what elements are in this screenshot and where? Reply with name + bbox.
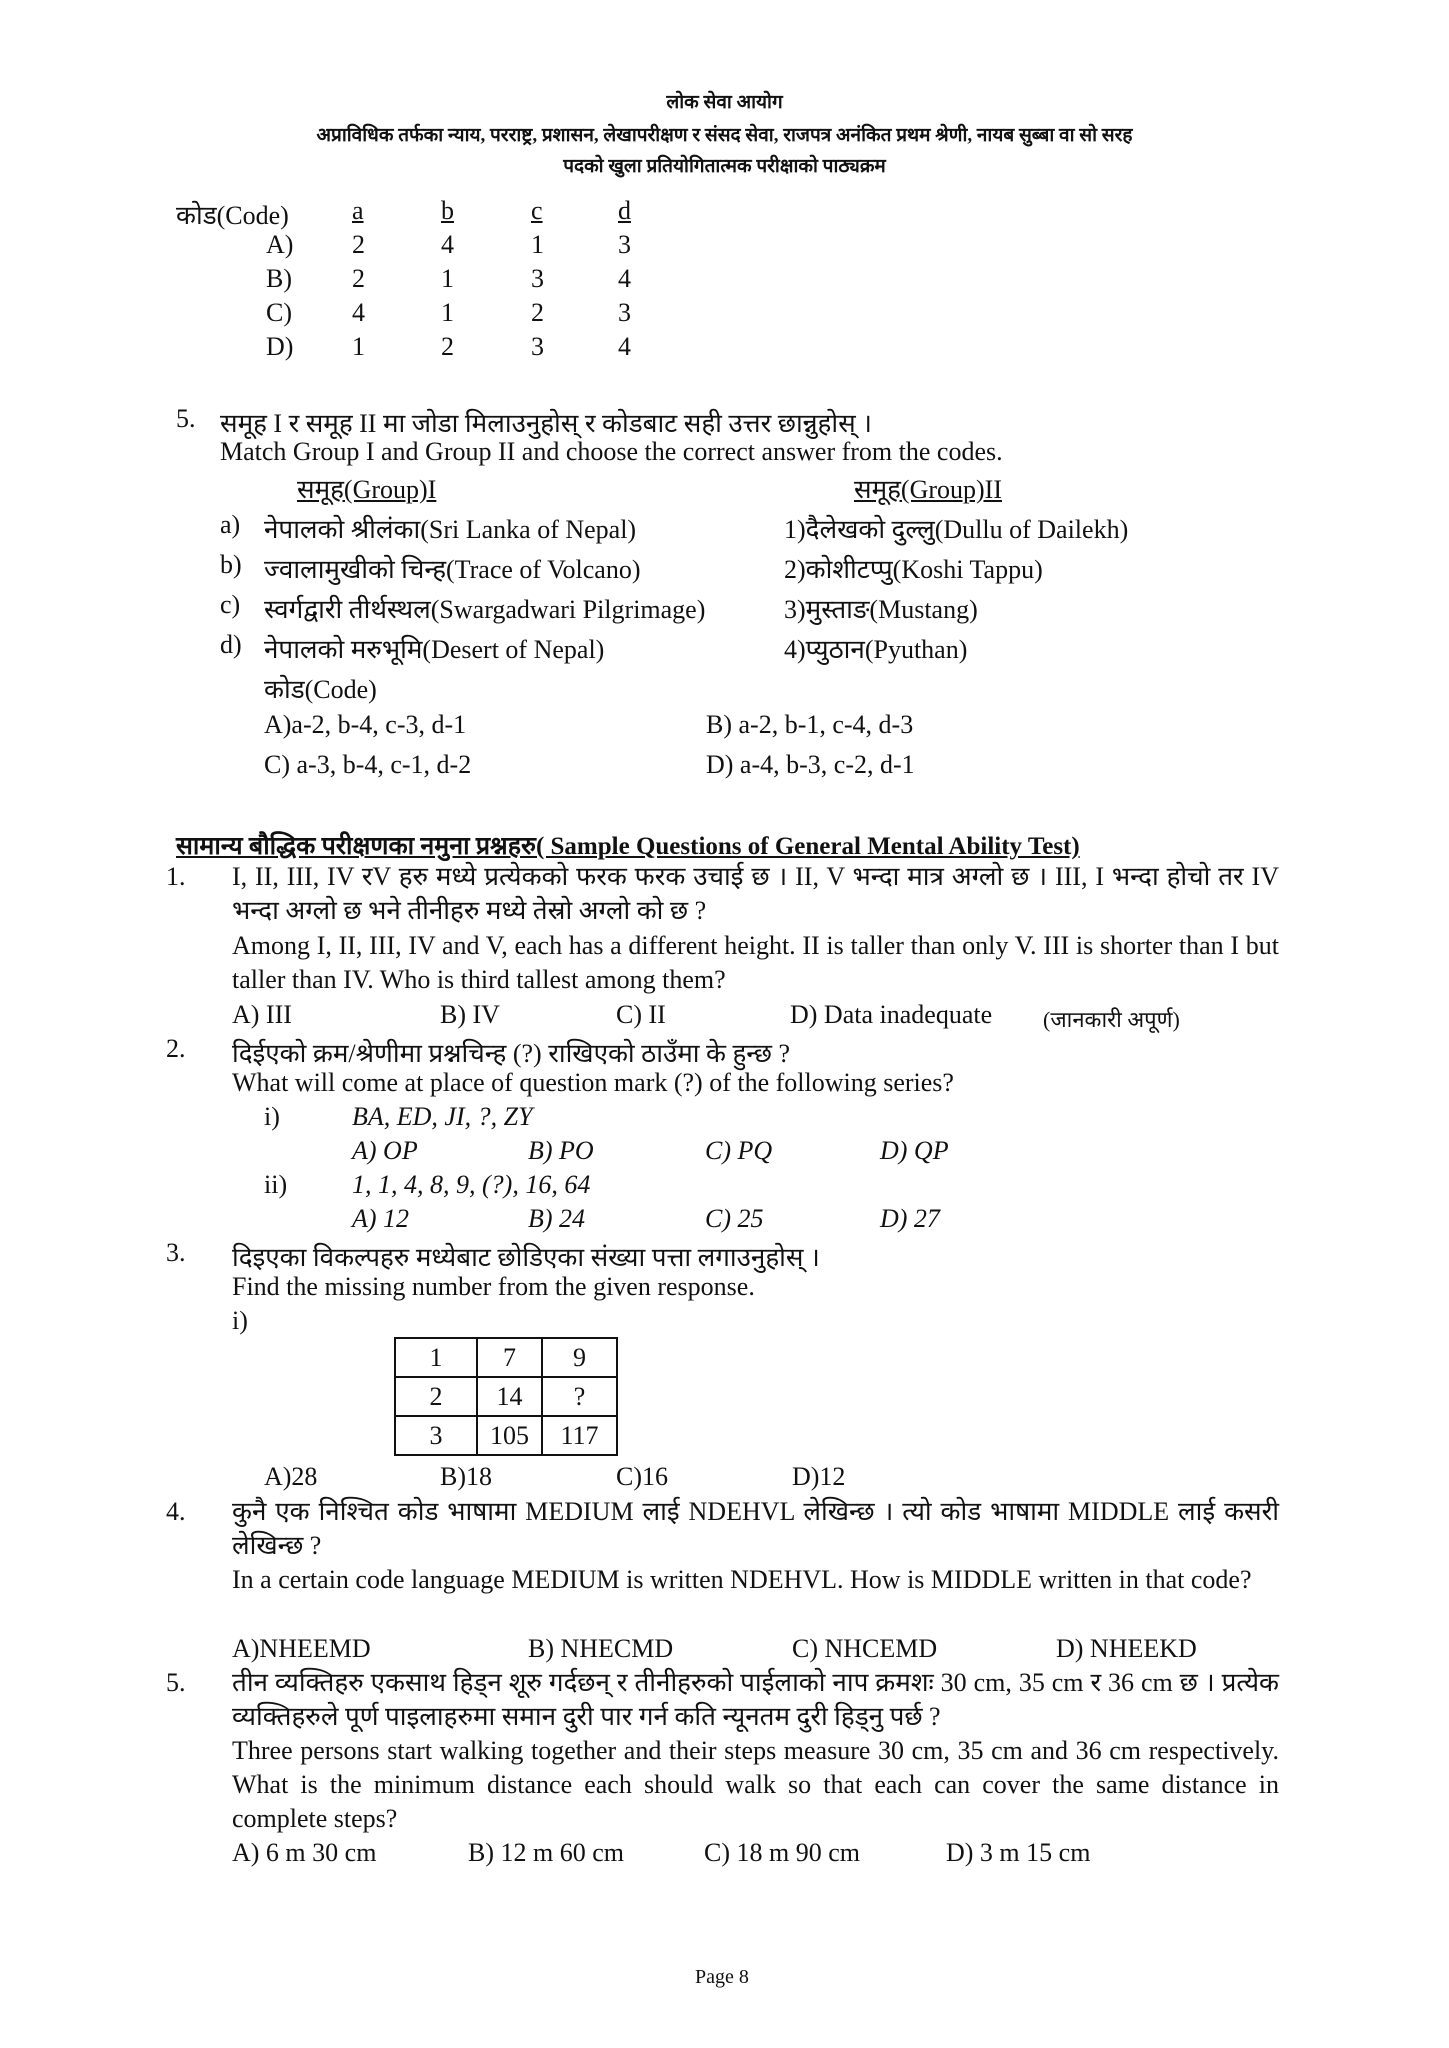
grid-cell: 14 [477,1377,542,1416]
answer-option: A) 6 m 30 cm [232,1838,377,1867]
answer-option: C) II [616,1000,666,1029]
answer-option: D) 27 [880,1204,940,1233]
answer-option: D) 3 m 15 cm [946,1838,1091,1867]
code-col: d [618,196,631,225]
grid-cell: ? [542,1377,617,1416]
answer-option: A) III [232,1000,292,1029]
sub-question-label: ii) [264,1170,288,1199]
answer-option: D) Data inadequate [790,1000,993,1029]
match-right-item: 1)दैलेखको दुल्लु(Dullu of Dailekh) [784,515,1129,544]
grid-cell: 1 [395,1338,477,1377]
code-label: कोड(Code) [176,201,289,230]
question-text-nepali: तीन व्यक्तिहरु एकसाथ हिड्न शूरु गर्दछन् र तीनीहरुको पाईलाको नाप क्रमशः 30 cm, 35 cm र 36 cm छ । प्रत्येक व्यक्तिहरुले पूर्ण पाइलाहरुमा समान दुरी पार गर्न कति न्यूनतम दुरी हिड्नु पर्छ ? [232,1668,1279,1731]
answer-option: B) 12 m 60 cm [468,1838,624,1867]
match-left-item: नेपालको मरुभूमि(Desert of Nepal) [264,635,605,664]
answer-option: B) a-2, b-1, c-4, d-3 [706,710,914,739]
answer-option: A)a-2, b-4, c-3, d-1 [264,710,467,739]
code-cell: 3 [618,298,631,327]
page-number: Page 8 [695,1966,749,1988]
grid-cell: 3 [395,1416,477,1455]
code-cell: 2 [352,264,365,293]
answer-option: D)12 [792,1462,846,1491]
answer-option: A)28 [264,1462,318,1491]
code-cell: 1 [441,264,454,293]
question-number: 3. [166,1238,186,1267]
code-cell: 3 [618,230,631,259]
code-cell: 3 [531,332,544,361]
answer-option: B) IV [440,1000,500,1029]
sub-question-label: i) [232,1306,248,1335]
grid-cell: 9 [542,1338,617,1377]
match-left-item: ज्वालामुखीको चिन्ह(Trace of Volcano) [264,555,641,584]
match-left-item: नेपालको श्रीलंका(Sri Lanka of Nepal) [264,515,637,544]
code-col: b [441,196,454,225]
code-cell: 2 [352,230,365,259]
grid-cell: 2 [395,1377,477,1416]
answer-option: A)NHEEMD [232,1634,371,1663]
code-cell: 3 [531,264,544,293]
code-row-option: A) [266,230,294,259]
header-subtitle: अप्राविधिक तर्फका न्याय, परराष्ट्र, प्रशासन, लेखापरीक्षण र संसद सेवा, राजपत्र अनंकित प्रथम श्रेणी, नायब सुब्बा वा सो सरह [316,125,1133,146]
answer-option: C) PQ [705,1136,773,1165]
code-cell: 4 [441,230,454,259]
answer-option: D) NHEEKD [1056,1634,1197,1663]
answer-option: B)18 [440,1462,492,1491]
match-right-item: 4)प्युठान(Pyuthan) [784,635,968,664]
grid-row [395,1416,617,1455]
match-left-key: b) [220,550,242,579]
answer-option: C) a-3, b-4, c-1, d-2 [264,750,472,779]
sub-question-label: i) [264,1102,280,1131]
answer-option-note: (जानकारी अपूर्ण) [1043,1007,1180,1032]
code-cell: 1 [531,230,544,259]
code-row-option: C) [266,298,292,327]
match-right-item: 2)कोशीटप्पु(Koshi Tappu) [784,555,1043,584]
question-number: 5. [166,1668,186,1697]
number-grid [394,1337,618,1456]
match-left-key: a) [220,510,241,539]
code-row-option: D) [266,332,294,361]
match-left-key: c) [220,590,241,619]
question-text-english: In a certain code language MEDIUM is written NDEHVL. How is MIDDLE written in that code? [232,1565,1252,1594]
code-cell: 2 [441,332,454,361]
answer-option: C) NHCEMD [792,1634,938,1663]
grid-cell: 117 [542,1416,617,1455]
grid-cell: 105 [477,1416,542,1455]
answer-option: B) NHECMD [528,1634,674,1663]
question-text-english: What will come at place of question mark (?) of the following series? [232,1068,954,1097]
question-number: 2. [166,1034,186,1063]
question-number: 1. [166,862,186,891]
code-cell: 4 [618,332,631,361]
grid-row [395,1338,617,1377]
answer-option: A) OP [352,1136,418,1165]
match-right-item: 3)मुस्ताङ(Mustang) [784,595,978,624]
question-text-english: Match Group I and Group II and choose the correct answer from the codes. [220,437,1003,466]
grid-cell: 7 [477,1338,542,1377]
code-cell: 4 [618,264,631,293]
question-text-nepali: दिइएका विकल्पहरु मध्येबाट छोडिएका संख्या पत्ता लगाउनुहोस् । [232,1243,820,1272]
question-number: 4. [166,1497,186,1526]
match-left-item: स्वर्गद्वारी तीर्थस्थल(Swargadwari Pilgrimage) [264,595,706,624]
question-text-nepali: समूह I र समूह II मा जोडा मिलाउनुहोस् र कोडबाट सही उत्तर छान्नुहोस् । [220,409,873,438]
code-row-option: B) [266,264,292,293]
answer-option: C) 25 [705,1204,764,1233]
question-number: 5. [176,404,196,433]
answer-option: A) 12 [352,1204,410,1233]
question-text-nepali: कुनै एक निश्चित कोड भाषामा MEDIUM लाई NDEHVL लेखिन्छ । त्यो कोड भाषामा MIDDLE लाई कसरी लेखिन्छ ? [232,1497,1279,1560]
answer-option: C) 18 m 90 cm [704,1838,860,1867]
series: BA, ED, JI, ?, ZY [352,1102,533,1131]
code-cell: 1 [441,298,454,327]
answer-option: C)16 [616,1462,668,1491]
question-text-english: Among I, II, III, IV and V, each has a different height. II is taller than only V. III is shorter than I but taller than IV. Who is third tallest among them? [232,931,1279,994]
code-cell: 4 [352,298,365,327]
series: 1, 1, 4, 8, 9, (?), 16, 64 [352,1170,591,1199]
group-1-heading: समूह(Group)I [297,475,437,504]
answer-option: B) PO [528,1136,594,1165]
question-text-english: Three persons start walking together and their steps measure 30 cm, 35 cm and 36 cm respectively. What is the minimum distance each should walk so that each can cover the same distance in complete steps? [232,1736,1279,1833]
question-text-english: Find the missing number from the given response. [232,1272,755,1301]
header-subtitle-2: पदको खुला प्रतियोगितात्मक परीक्षाको पाठ्यक्रम [563,156,886,177]
code-label: कोड(Code) [264,675,377,704]
answer-option: D) QP [880,1136,949,1165]
grid-row [395,1377,617,1416]
code-cell: 1 [352,332,365,361]
code-col: c [531,196,543,225]
match-left-key: d) [220,630,242,659]
code-col: a [352,196,364,225]
answer-option: D) a-4, b-3, c-2, d-1 [706,750,915,779]
code-cell: 2 [531,298,544,327]
question-text-nepali: I, II, III, IV रV हरु मध्ये प्रत्येकको फरक फरक उचाई छ । II, V भन्दा मात्र अग्लो छ । III, I भन्दा होचो तर IV भन्दा अग्लो छ भने तीनीहरु मध्ये तेस्रो अग्लो को छ ? [232,862,1279,925]
answer-option: B) 24 [528,1204,586,1233]
header-title: लोक सेवा आयोग [666,92,783,113]
section-title: सामान्य बौद्धिक परीक्षणका नमुना प्रश्नहरु( Sample Questions of General Mental Ability Test) [176,833,1080,860]
question-text-nepali: दिईएको क्रम/श्रेणीमा प्रश्नचिन्ह (?) राखिएको ठाउँमा के हुन्छ ? [232,1039,791,1068]
group-2-heading: समूह(Group)II [854,475,1002,504]
